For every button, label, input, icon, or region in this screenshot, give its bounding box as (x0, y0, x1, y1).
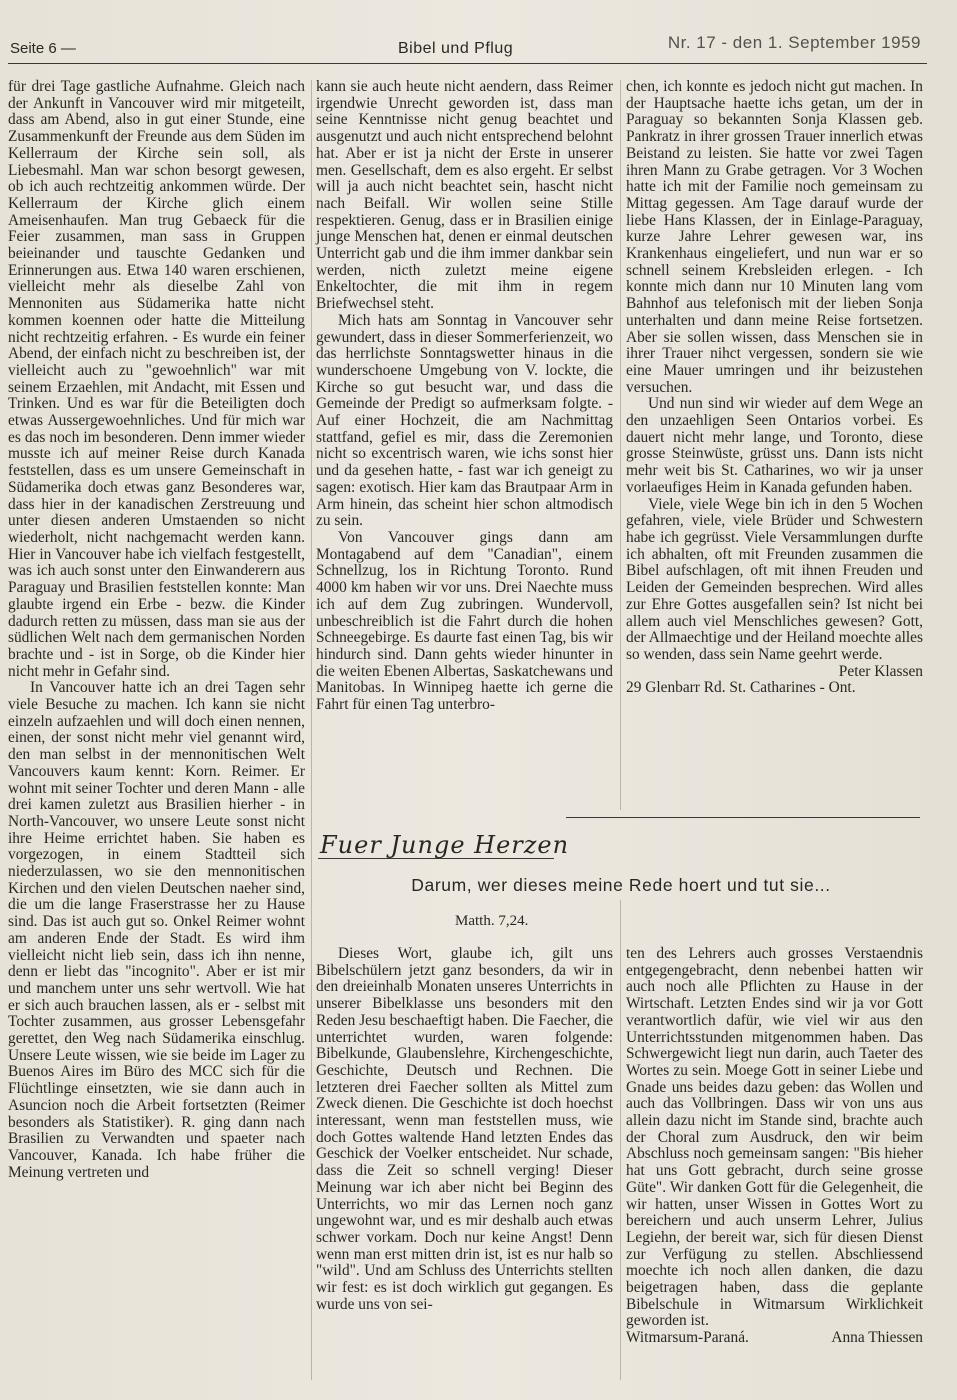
article1-column-3 (626, 79, 923, 697)
paragraph: chen, ich konnte es jedoch nicht gut machen. In der Hauptsache haette ichs getan, um der in Paraguay so bekannten Sonja Klassen geb. Pankratz in ihrer grossen Trauer innerlich etwas Beistand zu leisten. Sie hatte vor zwei Tagen ihren Mann zu Grabe getragen. Vor 3 Wochen hatte ich mit der Familie noch gemeinsam zu Mittag gegessen. Am Tage darauf wurde der liebe Hans Klassen, der in Einlage-Paraguay, kurze Jahre Lehrer gewesen war, ins Krankenhaus eingeliefert, und nun war er so schnell seinem Krebsleiden erlegen. - Ich konnte mich dann nur 10 Minuten lang vom Bahnhof aus telefonisch mit der lieben Sonja unterhalten und dann meine Reise fortsetzen. Aber sie sollen wissen, dass Menschen sie in ihrer Trauer nihct vergessen, sondern sie wie eine Mauer umringen und ihr beizustehen versuchen. (626, 78, 923, 396)
paragraph: Mich hats am Sonntag in Vancouver sehr gewundert, dass in dieser Sommerferienzeit, wo das herrlichste Sonntagswetter hinaus in die wunderschoene Umgebung von V. lockte, die Kirche so gut besucht war, und dass die Gemeinde der Predigt so aufmerksam folgte. - Auf einer Hochzeit, die am Nachmittag stattfand, gefiel es mir, dass die Zeremonien nicht so excentrisch waren, wie ichs sonst hier und da gesehen hatte, - fast war ich geneigt zu sagen: exotisch. Hier kam das Brautpaar Arm in Arm hinein, das scheint hier schon altmodisch zu sein. (316, 311, 613, 530)
author-address: 29 Glenbarr Rd. St. Catharines - Ont. (626, 679, 856, 697)
signature-line (626, 1330, 923, 1347)
section-title-underline (318, 858, 554, 859)
article-headline: Darum, wer dieses meine Rede hoert und tut sie... (411, 875, 831, 895)
column-divider (311, 80, 312, 1380)
column-divider (620, 900, 621, 1380)
signature-place: Witmarsum-Paraná. (626, 1329, 749, 1347)
issue-date: Nr. 17 - den 1. September 1959 (667, 33, 921, 52)
bible-reference: Matth. 7,24. (455, 913, 529, 929)
page-header (0, 30, 957, 64)
paragraph: Von Vancouver gings dann am Montagabend auf dem "Canadian", einem Schnellzug, los in Richtung Toronto. Rund 4000 km haben wir vor uns. Drei Naechte muss ich auf dem Zug zubringen. Wundervoll, unbeschreiblich ist die Fahrt durch die hohen Schneegebirge. Es daurte fast einen Tag, bis wir hindurch sind. Dann gehts wieder hinunter in die weiten Ebenen Albertas, Saskatchewans und Manitobas. In Winnipeg haette ich gerne die Fahrt für einen Tag unterbro- (316, 528, 613, 714)
article2-column-2 (626, 946, 923, 1347)
paragraph: ten des Lehrers auch grosses Verstaendnis entgegengebracht, denn nebenbei hatten wir auch noch alle Pflichten zu Hause in der Wirtschaft. Letzten Endes sind wir ja vor Gott verantwortlich dafür, wie viel wir aus den Unterrichtsstunden mitgenommen haben. Das Schwergewicht liegt nun darin, auch Taeter des Wortes zu sein. Moege Gott in seiner Liebe und Gnade uns beides dazu geben: das Wollen und auch das Vollbringen. Dass wir von uns aus allein dazu nicht im Stande sind, brachte auch der Choral zum Ausdruck, den wir beim Abschluss noch gemeinsam sangen: "Bis hieher hat uns Gott gebracht, durch seine grosse Güte". Wir danken Gott für die Gelegenheit, die wir hatten, unser Wissen in Gottes Wort zu bereichern und auch unserm Lehrer, Julius Legiehn, der bereit war, sich für diesen Dienst zur Verfügung zu stellen. Abschliessend moechte ich noch allen danken, die dazu beigetragen haben, dass die geplante Bibelschule in Witmarsum Wirklichkeit geworden ist. (626, 945, 923, 1330)
paragraph: Dieses Wort, glaube ich, gilt uns Bibelschülern jetzt ganz besonders, da wir in den dreieinhalb Monaten unseres Unterrichts in unserer Bibelklasse uns besonders mit den Reden Jesu beschaeftigt haben. Die Faecher, die unterrichtet wurden, waren folgende: Bibelkunde, Glaubenslehre, Kirchengeschichte, Geschichte, Deutsch und Rechnen. Die letzteren drei Faecher sollten als Mittel zum Zweck dienen. Die Geschichte ist doch hoechst interessant, wenn man feststellen muss, wie doch Gottes waltende Hand letzten Endes das Geschick der Voelker entscheidet. Nur schade, dass die Zeit so schnell verging! Dieser Meinung war ich aber nicht bei Beginn des Unterrichts, wo mir das Lernen noch ganz ungewohnt war, und es mir deshalb auch etwas schwer vorkam. Doch nur keine Angst! Denn wenn man erst mitten drin ist, ist es nur halb so "wild". Und am Schluss des Unterrichts stellten wir fest: es ist doch wirklich gut gegangen. Es wurde uns von sei- (316, 945, 613, 1313)
article1-column-2 (316, 79, 613, 714)
page-number: Seite 6 — (10, 40, 76, 57)
paragraph: Viele, viele Wege bin ich in den 5 Wochen gefahren, viele, viele Brüder und Schwestern habe ich gegrüsst. Viele Versammlungen durfte ich abhalten, oft mit Freunden zusammen die Bibel aufschlagen, oft mit ihnen Freuden und Leiden der Gemeinden besprechen. Wird alles zur Ehre Gottes ausgefallen sein? Ist nicht bei allem auch viel Menschliches gewesen? Gott, der Allmaechtige und der Heiland moechte alles so wenden, dass sein Name geehrt werde. (626, 495, 923, 663)
header-rule (8, 63, 927, 64)
paragraph: für drei Tage gastliche Aufnahme. Gleich nach der Ankunft in Vancouver wird mir mitgeteilt, dass am Abend, also in gut einer Stunde, eine Zusammenkunft der Freunde aus dem Süden im Kellerraum der Kirche sein soll, als Liebesmahl. Man war schon besorgt gewesen, ob ich auch rechtzeitig ankommen würde. Der Kellerraum der Kirche glich einem Ameisenhaufen. Man trug Gebaeck für die Feier zusammen, man sass in Gruppen beieinander und tauschte Gedanken und Erinnerungen aus. Etwa 140 waren erschienen, vielleicht mehr als dieselbe Zahl von Mennoniten aus Südamerika hatte nicht kommen koennen oder hatte die Mitteilung nicht rechtzeitig erfahren. - Es wurde ein feiner Abend, der einfach nicht zu beschreiben ist, der vielleicht auch zu "gewoehnlich" war mit seinem Erzaehlen, mit Andacht, mit Essen und Trinken. Und es war für die Beteiligten doch etwas Aussergewoehnliches. Und für mich war es das noch im besonderen. Denn immer wieder musste ich auf meiner Reise durch Kanada feststellen, dass es um unsere Gemeinschaft in Südamerika doch etwas ganz Besonderes war, dass hier in der kanadischen Zerstreuung und unter diesen anderen Umstaenden so nicht wiederholt, nicht nachgemacht werden kann. Hier in Vancouver habe ich vielfach festgestellt, was ich auch sonst unter den Einwanderern aus Paraguay und Brasilien feststellen konnte: Man glaubte irgend ein Erbe - bezw. die Kinder dadurch retten zu müssen, dass man sie aus der südlichen Welt nach dem germanischen Norden brachte und - ist in Sorge, ob die Kinder hier nicht mehr in Gefahr sind. (8, 78, 305, 680)
paragraph: kann sie auch heute nicht aendern, dass Reimer irgendwie Unrecht geworden ist, dass man seine Kenntnisse nicht genug beachtet und ausgenutzt und auch nicht entsprechend belohnt hat. Aber er ist ja nicht der Erste in unserer men. Gesellschaft, dem es also ergeht. Er selbst will ja auch nicht beachtet sein, hascht nicht nach Beifall. Wir wollen seine Stille respektieren. Genug, dass er in Brasilien einige junge Menschen hat, denen er einmal deutschen Unterricht gab und die ihm immer dankbar sein werden, nicth zuletzt meine eigene Enkeltochter, die mit ihm in regem Briefwechsel steht. (316, 78, 613, 313)
section-separator (566, 817, 920, 818)
publication-title: Bibel und Pflug (398, 40, 514, 57)
section-title: Fuer Junge Herzen (320, 831, 570, 859)
paragraph: Und nun sind wir wieder auf dem Wege an den unzaehligen Seen Ontarios vorbei. Es dauert nicht mehr lange, und Toronto, diese grosse Steinwüste, grüsst uns. Dann ists nicht mehr weit bis St. Catharines, wo wir ja unser vorlaeufiges Heim in Kanada gefunden haben. (626, 395, 923, 496)
column-divider (620, 80, 621, 810)
article1-column-1 (8, 79, 305, 1181)
author-name: Peter Klassen (838, 662, 923, 680)
paragraph: In Vancouver hatte ich an drei Tagen sehr viele Besuche zu machen. Ich kann sie nicht einzeln aufzaehlen und will doch einen nennen, einen, der sonst nicht mehr viel genannt wird, den man selbst in der mennonitischen Welt Vancouvers kaum kennt: Korn. Reimer. Er wohnt mit seiner Tochter und deren Mann - alle drei kamen zuletzt aus Brasilien hierher - in North-Vancouver, wo unsere Leute sonst nicht ihre Heime errichtet haben. Sie haben es vorgezogen, in einem Stadtteil sich niederzulassen, wo sie den mennonitischen Kirchen und den vielen Deutschen naeher sind, die um die lange Fraserstrasse her zu Hause sind. Das ist auch gut so. Onkel Reimer wohnt am anderen Ende der Stadt. Es wird ihm vielleicht nicht lieb sein, dass ich ihn nenne, denn er liebt das "incognito". Aber er ist mir und manchem unter uns sehr wertvoll. Wie hat er sich auch brauchen lassen, als er - selbst mit Tochter zusammen, aus grosser Lebensgefahr gerettet, den Weg nach Südamerika einschlug. Unsere Leute wissen, wie sie beide im Lager zu Buenos Aires im Büro des MCC sich für die Flüchtlinge einsetzten, wie sie dann auch in Asuncion noch die Arbeit fortsetzten (Reimer besonders als Statistiker). R. ging dann nach Brasilien zu Verwandten und spaeter nach Vancouver, Kanada. Ich habe früher die Meinung vertreten und (8, 679, 305, 1181)
author-name: Anna Thiessen (831, 1329, 923, 1347)
article2-column-1 (316, 946, 613, 1313)
signature-line (626, 664, 923, 681)
